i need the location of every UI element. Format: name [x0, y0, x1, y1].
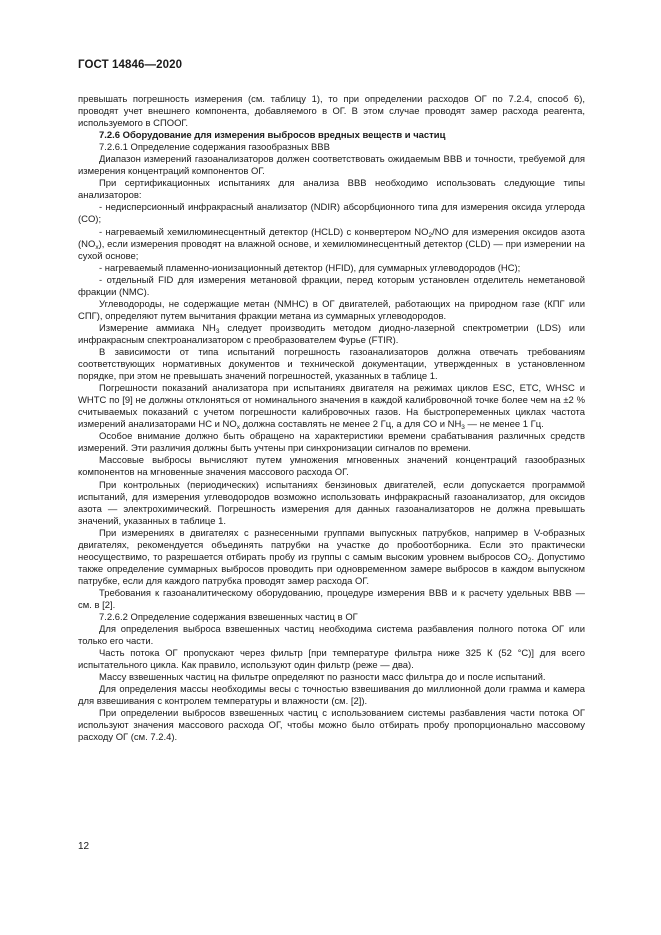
paragraph: Для определения выброса взвешенных частиц необходима система разбавления полного потока ОГ или только его части. — [78, 624, 585, 648]
paragraph: Для определения массы необходимы весы с точностью взвешивания до миллионной доли грамма и камера для взвешивания с контролем температуры и влажности (см. [2]). — [78, 684, 585, 708]
paragraph: При сертификационных испытаниях для анализа ВВВ необходимо использовать следующие типы анализаторов: — [78, 178, 585, 202]
paragraph: Массовые выбросы вычисляют путем умножения мгновенных значений концентраций газообразных компонентов на мгновенные значения массового расхода ОГ. — [78, 455, 585, 479]
paragraph: - отдельный FID для измерения метановой фракции, перед которым установлен отделитель неметановой фракции (NMC). — [78, 274, 585, 298]
paragraph: При измерениях в двигателях с разнесенными группами выпускных патрубков, например в V-образных двигателях, рекомендуется объединять патрубки на участке до пробоотборника. Если это практически неосуществимо, то разрешается отбирать пробу из группы с самым высоким уровнем выбросов $CO_2$. Допустимо также определение суммарных выбросов проводить при одновременном замере выбросов в каждом выпускном патрубке, если для каждого патрубка проводят замер расхода ОГ. — [78, 527, 585, 587]
paragraph: - нагреваемый хемилюминесцентный детектор (HCLD) с конвертером $NO_2/NO$ для измерения оксидов азота $(NO_x)$, если измерения проводят на влажной основе, и хемилюминесцентный детектор (CLD) — при измерении на сухой основе; — [78, 226, 585, 262]
page-number: 12 — [78, 841, 90, 852]
section-heading: 7.2.6 Оборудование для измерения выбросов вредных веществ и частиц — [99, 130, 446, 142]
document-body — [78, 94, 585, 745]
paragraph: Требования к газоаналитическому оборудованию, процедуре измерения ВВВ и к расчету удельных ВВВ — см. в [2]. — [78, 587, 585, 611]
paragraph: превышать погрешность измерения (см. таблицу 1), то при определении расходов ОГ по 7.2.4, способ 6), проводят учет внешнего компонента, добавляемого в ОГ. В этом случае проводят замер расхода реагента, используемого в СПООГ. — [78, 94, 585, 130]
paragraph: Массу взвешенных частиц на фильтре определяют по разности масс фильтра до и после испытаний. — [99, 672, 546, 684]
paragraph: 7.2.6.2 Определение содержания взвешенных частиц в ОГ — [99, 612, 358, 624]
paragraph: - нагреваемый пламенно-ионизационный детектор (HFID), для суммарных углеводородов (HC); — [99, 262, 521, 274]
paragraph: Погрешности показаний анализатора при испытаниях двигателя на режимах циклов ESC, ETC, WHSC и WHTC по [9] не должны отклоняться от номинального значения в каждой калибровочной точке более чем на ±2 % считываемых показаний с учетом погрешности калибровочных газов. На быстропеременных циклах частота измерений анализаторами HC и $NO_x$ должна составлять не менее 2 Гц, а для CO и $NH_3$ — не менее 1 Гц. — [78, 383, 585, 432]
paragraph: 7.2.6.1 Определение содержания газообразных ВВВ — [99, 142, 330, 154]
paragraph: Углеводороды, не содержащие метан (NMHC) в ОГ двигателей, работающих на природном газе (КПГ или СПГ), определяют путем вычитания фракции метана из суммарных углеводородов. — [78, 298, 585, 322]
paragraph: - недисперсионный инфракрасный анализатор (NDIR) абсорбционного типа для измерения оксида углерода (CO); — [78, 202, 585, 226]
paragraph: Измерение аммиака $NH_3$ следует производить методом диодно-лазерной спектрометрии (LDS) или инфракрасным спектроанализатором с преобразователем Фурье (FTIR). — [78, 322, 585, 346]
paragraph: Диапазон измерений газоанализаторов должен соответствовать ожидаемым ВВВ и точности, требуемой для измерения концентраций компонентов ОГ. — [78, 154, 585, 178]
document-header: ГОСТ 14846—2020 — [78, 59, 183, 71]
paragraph: Часть потока ОГ пропускают через фильтр [при температуре фильтра ниже 325 К (52 °С)] для всего испытательного цикла. Как правило, используют один фильтр (реже — два). — [78, 648, 585, 672]
paragraph: При определении выбросов взвешенных частиц с использованием системы разбавления части потока ОГ используют значения массового расхода ОГ, чтобы можно было отбирать пробу пропорционально массовому расходу ОГ (см. 7.2.4). — [78, 708, 585, 744]
paragraph: При контрольных (периодических) испытаниях бензиновых двигателей, если допускается программой испытаний, для измерения углеводородов возможно использовать инфракрасный газоанализатор, для оксидов азота — электрохимический. Погрешность измерения для данных газоанализаторов не должна превышать значений, указанных в таблице 1. — [78, 479, 585, 527]
paragraph: В зависимости от типа испытаний погрешность газоанализаторов должна отвечать требованиям соответствующих нормативных документов и технической документации, утвержденных в установленном порядке, при этом не превышать значений погрешностей, указанных в таблице 1. — [78, 346, 585, 383]
paragraph: Особое внимание должно быть обращено на характеристики времени срабатывания различных средств измерений. Эти различия должны быть учтены при синхронизации сигналов по времени. — [78, 431, 585, 455]
